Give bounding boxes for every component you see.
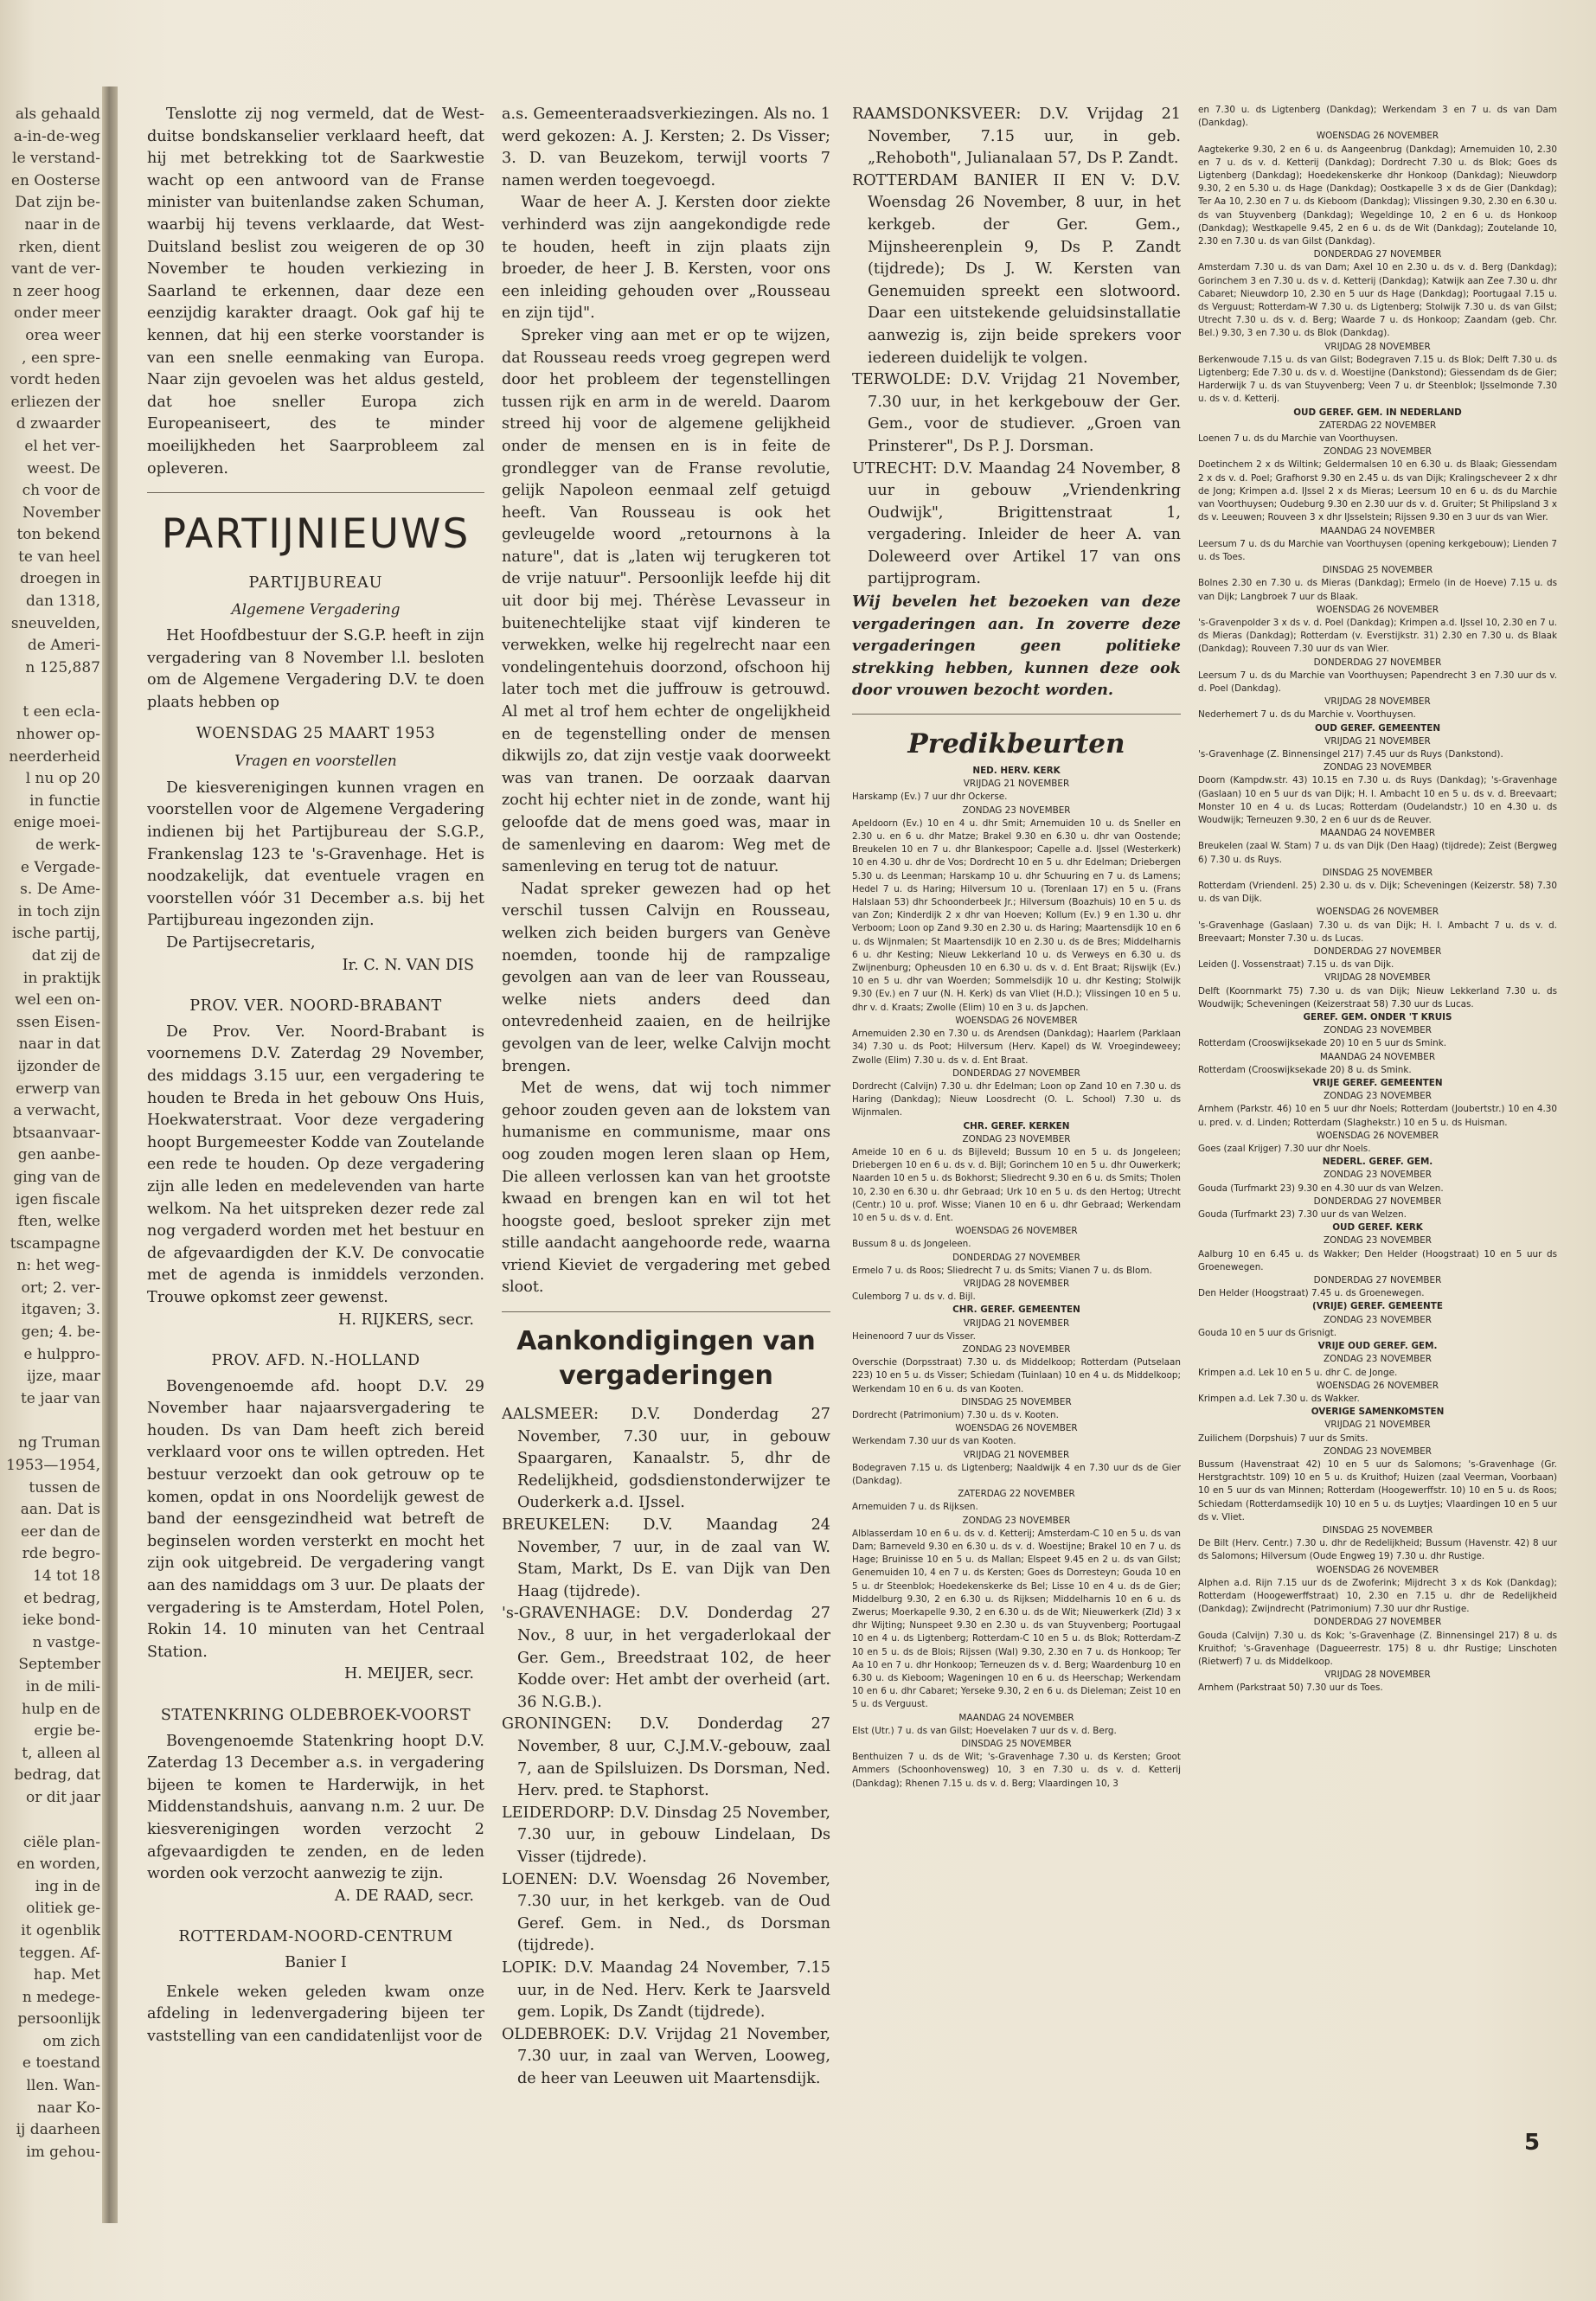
service-entry: Aagtekerke 9.30, 2 en 6 u. ds Aangeenbrug (Dankdag); Arnemuiden 10, 2.30 en 7 u. ds v. d. Ketterij (Dankdag); Dordrecht 7.30 u. ds Blok; Goes ds Ligtenberg (Dankdag); Hoedekenskerke dhr Honkoop (Dankdag); Nieuwdorp 9.30, 2 en 5.30 u. ds Hage (Dankdag); Oostkapelle 3 x ds de Gier (Dankdag); Ter Aa 10, 2.30 en 7 u. ds Kieboom (Dankdag); Vlissingen 9.30, 2.30 en 6.30 u. ds van Stuyvenberg (Dankdag); Wegeldinge 10, 2 en 6 u. ds Honkoop (Dankdag); Westkapelle 9.45, 2 en 6 u. ds de Wit (Dankdag); Zoutelande 10, 2.30 en 7.30 u. ds van Gilst (Dankdag).	[1198, 144, 1557, 247]
date-heading: MAANDAG 24 NOVEMBER	[1319, 1051, 1436, 1062]
service-entry: Arnemuiden 7 u. ds Rijksen.	[852, 1502, 978, 1513]
fragment-line: el het ver-	[24, 437, 100, 455]
divider	[852, 714, 1181, 715]
fragment-line: sneuvelden,	[10, 614, 100, 632]
service-entry: Krimpen a.d. Lek 10 en 5 u. dhr C. de Jonge.	[1198, 1367, 1398, 1378]
fragment-line: le verstand-	[12, 150, 100, 168]
fragment-line: nhower op-	[16, 726, 100, 744]
date-heading: DONDERDAG 27 NOVEMBER	[1313, 1195, 1442, 1207]
fragment-line: ton bekend	[16, 526, 100, 544]
church-heading: OVERIGE SAMENKOMSTEN	[1311, 1407, 1445, 1418]
rotterdam-noord-title: ROTTERDAM-NOORD-CENTRUM	[178, 1928, 453, 1946]
fragment-line: e Vergade-	[20, 858, 100, 876]
date-heading: ZONDAG 23 NOVEMBER	[1323, 1091, 1432, 1102]
fragment-line: olitiek ge-	[26, 1900, 100, 1918]
fragment-line: n medege-	[22, 1988, 100, 2006]
announcement-entry: 's-GRAVENHAGE: D.V. Donderdag 27 Nov., 8 uur, in het vergaderlokaal der Ger. Gem., Breedstraat 102, de heer Kodde over: Het ambt der overheid (art. 36 N.G.B.).	[502, 1605, 830, 1711]
service-entry: Rotterdam (Crooswijksekade 20) 8 u. ds Smink.	[1198, 1064, 1412, 1075]
fragment-line: hulp en de	[22, 1700, 100, 1718]
date-heading: VRIJDAG 21 NOVEMBER	[963, 779, 1070, 790]
service-entry: Gouda (Turfmarkt 23) 7.30 uur ds van Welzen.	[1198, 1209, 1407, 1221]
service-entry: 's-Gravenhage (Z. Binnensingel 217) 7.45 uur ds Ruys (Dankstond).	[1198, 748, 1503, 760]
fragment-line: im gehou-	[26, 2143, 100, 2161]
service-entry: Heinenoord 7 uur ds Visser.	[852, 1330, 976, 1342]
recommendation-note: Wij bevelen het bezoeken van deze vergaderingen aan. In zoverre deze vergaderingen geen politieke strekking hebben, kunnen deze ook door vrouwen bezocht worden.	[852, 593, 1181, 700]
article-paragraph-1: a.s. Gemeenteraadsverkiezingen. Als no. 1 werd gekozen: A. J. Kersten; 2. Ds Visser; 3. D. van Beuzekom, terwijl voorts 7 namen werden toegevoegd.	[502, 106, 830, 189]
church-heading: (VRIJE) GEREF. GEMEENTE	[1312, 1301, 1443, 1312]
service-entry: Breukelen (zaal W. Stam) 7 u. ds van Dijk (Den Haag) (tijdrede); Zeist (Bergweg 6) 7.30 u. ds Ruys.	[1198, 841, 1557, 865]
left-fragment-column	[3, 104, 100, 2163]
fragment-line: e toestand	[22, 2054, 100, 2073]
fragment-line: ijze, maar	[26, 1368, 100, 1386]
date-heading: ZONDAG 23 NOVEMBER	[1323, 1354, 1432, 1365]
service-entry: Bodegraven 7.15 u. ds Ligtenberg; Naaldwijk 4 en 7.30 uur ds de Gier (Dankdag).	[852, 1462, 1181, 1486]
date-heading: MAANDAG 24 NOVEMBER	[1319, 525, 1436, 536]
date-heading: WOENSDAG 26 NOVEMBER	[955, 1423, 1078, 1434]
service-entry: Zuilichem (Dorpshuis) 7 uur ds Smits.	[1198, 1433, 1368, 1444]
date-heading: DONDERDAG 27 NOVEMBER	[952, 1252, 1080, 1263]
announcement-entry: ROTTERDAM BANIER II EN V: D.V. Woensdag 26 November, 8 uur, in het kerkgeb. der Ger. Gem., Mijnsheerenplein 9, Ds P. Zandt (tijdrede); Ds J. W. Kersten van Genemuiden spreekt een slotwoord. Daar een uitstekende geluidsinstallatie aanwezig is, zijn beide sprekers voor iedereen duidelijk te volgen.	[852, 171, 1181, 367]
date-heading: ZONDAG 23 NOVEMBER	[1323, 1170, 1432, 1181]
service-entry: Berkenwoude 7.15 u. ds van Gilst; Bodegraven 7.15 u. ds Blok; Delft 7.30 u. ds Ligtenberg; Ede 7.30 u. ds v. d. Woestijne (Dankstond); Giessendam ds de Gier; Harderwijk 7 u. ds van Stuyvenberg; Veen 7 u. dr Steenblok; IJsselmonde 7.30 u. ds v. d. Ketterij.	[1198, 354, 1557, 405]
fragment-line: te jaar van	[20, 1389, 100, 1407]
service-entry: Ameide 10 en 6 u. ds Bijleveld; Bussum 10 en 5 u. ds Jongeleen; Driebergen 10 en 6 u. ds v. d. Bijl; Gorinchem 10 en 5 u. dhr Ouwerkerk; Naarden 10 en 5 u. ds Bokhorst; Sliedrecht 9.30 en 6 u. ds Smits; Tholen 10, 2.30 en 6.30 u. dhr Gebraad; Urk 10 en 5 u. ds den Hertog; Utrecht (Centr.) 10 u. prof. Wisse; Vianen 10 en 6 u. dhr Gebraad; Werkendam 10 en 5 u. ds v. d. Ent.	[852, 1146, 1181, 1223]
fragment-line: de werk-	[35, 836, 100, 854]
date-heading: ZONDAG 23 NOVEMBER	[1323, 446, 1432, 458]
service-entry: Dordrecht (Patrimonium) 7.30 u. ds v. Kooten.	[852, 1409, 1059, 1420]
service-entry: Krimpen a.d. Lek 7.30 u. ds Wakker.	[1198, 1393, 1360, 1404]
church-heading: OUD GEREF. GEMEENTEN	[1314, 722, 1441, 734]
service-entry: Leersum 7 u. ds du Marchie van Voorthuysen; Papendrecht 3 en 7.30 uur ds v. d. Poel (Dankdag).	[1198, 670, 1557, 694]
fragment-line: onder meer	[13, 304, 100, 323]
fragment-gap	[3, 1810, 100, 1832]
date-heading: WOENSDAG 26 NOVEMBER	[1316, 604, 1439, 615]
fragment-line: naar in dat	[18, 1035, 100, 1054]
fragment-line: ing in de	[35, 1877, 100, 1895]
service-entry: Aalburg 10 en 6.45 u. ds Wakker; Den Helder (Hoogstraat) 10 en 5 uur ds Groenewegen.	[1198, 1248, 1557, 1272]
service-entry: Alphen a.d. Rijn 7.15 uur ds de Zwoferink; Mijdrecht 3 x ds Kok (Dankdag); Rotterdam (Hoogewerffstraat) 10, 2.30 en 7.15 u. dhr de Redelijkheid (Dankdag); Zwijndrecht (Patrimonium) 7.30 uur dhr Rustige.	[1198, 1577, 1557, 1615]
fragment-line: droegen in	[20, 570, 100, 588]
fragment-line: s. De Ame-	[20, 881, 100, 899]
date-heading: ZATERDAG 22 NOVEMBER	[1318, 420, 1437, 431]
fragment-line: ort; 2. ver-	[21, 1279, 100, 1297]
announcement-entry: TERWOLDE: D.V. Vrijdag 21 November, 7.30 uur, in het kerkgebouw der Ger. Gem., voor de studiever. „Groen van Prinsterer", Ds P. J. Dorsman.	[852, 371, 1181, 455]
page-fold-shadow	[102, 87, 118, 2223]
secretary-signature: Ir. C. N. VAN DIS	[342, 956, 474, 974]
service-entry: 's-Gravenhage (Gaslaan) 7.30 u. ds van Dijk; H. I. Ambacht 7 u. ds v. d. Breevaart; Monster 7.30 u. ds Lucas.	[1198, 920, 1557, 944]
fragment-line: om zich	[42, 2032, 100, 2050]
fragment-line: et bedrag,	[23, 1589, 100, 1607]
fragment-line: vant de ver-	[11, 260, 100, 279]
service-entry: Rotterdam (Vriendenl. 25) 2.30 u. ds v. Dijk; Scheveningen (Keizerstr. 58) 7.30 u. ds van Dijk.	[1198, 880, 1557, 905]
fragment-line: aan. Dat is	[20, 1501, 100, 1519]
rotterdam-noord-subtitle: Banier I	[285, 1953, 347, 1971]
date-heading: ZONDAG 23 NOVEMBER	[1323, 1445, 1432, 1457]
fragment-line: llen. Wan-	[26, 2077, 100, 2095]
date-heading: DINSDAG 25 NOVEMBER	[1322, 565, 1433, 576]
service-entry: De Bilt (Herv. Centr.) 7.30 u. dhr de Redelijkheid; Bussum (Havenstr. 42) 8 uur ds Salomons; Hilversum (Oude Engweg 19) 7.30 u. dhr Rustige.	[1198, 1538, 1557, 1562]
fragment-line: dat zij de	[31, 946, 100, 965]
date-heading: DONDERDAG 27 NOVEMBER	[952, 1067, 1080, 1079]
date-heading: DONDERDAG 27 NOVEMBER	[1313, 1617, 1442, 1628]
church-heading: VRIJE GEREF. GEMEENTEN	[1312, 1078, 1443, 1089]
date-heading: DONDERDAG 27 NOVEMBER	[1313, 249, 1442, 260]
date-heading: ZONDAG 23 NOVEMBER	[962, 1343, 1071, 1355]
fragment-line: als gehaald	[15, 106, 100, 123]
service-entry: Apeldoorn (Ev.) 10 en 4 u. dhr Smit; Arnemuiden 10 u. ds Sneller en 2.30 u. en 6 u. dhr Matze; Brakel 9.30 en 6.30 u. dhr van Oostende; Breukelen 10 en 7 u. dhr Blankespoor; Capelle a.d. IJssel (Westerkerk) 10 en 4.30 u. dhr de Vos; Dordrecht 10 en 5 u. dhr Edelman; Driebergen 5.30 u. ds Leenman; Harskamp 10 u. dhr Schuuring en 7 u. ds Lamens; Hedel 7 u. ds Haring; Hilversum 10 u. (Torenlaan 17) en 5 u. (Frans Halslaan 53) dhr Schoonderbeek Jr.; Hilversum (Boazhuis) 10 en 5 u. ds van Zon; Kinderdijk 2 x dhr van Hoeven; Kollum (Ev.) 9 en 1.30 u. dhr Verboom; Loon op Zand 9.30 en 2.30 u. ds Haring; Maartensdijk 10 en 6 u. ds Wijnmalen; St Maartensdijk 10 en 2.30 u. ds de Bres; Middelharnis 6 u. dhr Kesting; Nieuw Lekkerland 10 u. ds Verweys en 6.30 u. ds Zwijnenburg; Opheusden 10 en 6.30 u. ds v. d. Ent Braat; Rijswijk (Ev.) 10 en 5 u. dhr van Woerden; Sommelsdijk 10 u. dhr Kesting; Stolwijk 9.30 (Ev.) en 7 uur (N. H. Kerk) ds van Vliet (H.D.); Vlissingen 10 en 5 u. dhr v. d. Kraats; Zwolle (Elim) 10 en 3 u. ds Japchen.	[852, 817, 1181, 1013]
date-heading: WOENSDAG 26 NOVEMBER	[1316, 1380, 1439, 1391]
column-3	[852, 104, 1181, 1791]
noord-brabant-text: De Prov. Ver. Noord-Brabant is voornemens D.V. Zaterdag 29 November, des middags 3.15 uur, een vergadering te houden te Breda in het gebouw Ons Huis, Hoekwaterstraat. Voor deze vergadering hoopt Burgemeester Kodde van Zoutelande een rede te houden. Op deze vergadering zijn alle leden en medelevenden van harte welkom. Na het uitspreken dezer rede zal nog vergaderd worden met het bestuur en de afgevaardigden der K.V. De convocatie met de agenda is inmiddels verzonden. Trouwe opkomst zeer gewenst.	[147, 1022, 484, 1306]
fragment-line: ieke bond-	[22, 1612, 100, 1630]
service-entry: Harskamp (Ev.) 7 uur dhr Ockerse.	[852, 792, 1008, 803]
date-heading: ZONDAG 23 NOVEMBER	[962, 1515, 1071, 1526]
partijbureau-subtitle: Algemene Vergadering	[231, 599, 401, 618]
fragment-line: ging van de	[13, 1168, 100, 1186]
service-entry: Culemborg 7 u. ds v. d. Bijl.	[852, 1292, 976, 1303]
fragment-line: ssen Eisen-	[16, 1013, 100, 1031]
fragment-line: ijzonder de	[16, 1057, 100, 1075]
fragment-line: naar in de	[24, 215, 100, 234]
announcement-entry: RAAMSDONKSVEER: D.V. Vrijdag 21 November, 7.15 uur, in geb. „Rehoboth", Julianalaan 57, Ds P. Zandt.	[852, 106, 1181, 168]
fragment-line: in toch zijn	[17, 902, 100, 920]
service-entry: Dordrecht (Calvijn) 7.30 u. dhr Edelman; Loon op Zand 10 en 7.30 u. ds Haring (Dankdag); Nieuw Loosdrecht (O. L. School) 7.30 u. ds Wijnmalen.	[852, 1080, 1181, 1118]
date-heading: ZONDAG 23 NOVEMBER	[1323, 762, 1432, 773]
fragment-line: tscampagne	[10, 1234, 100, 1253]
fragment-line: a verwacht,	[13, 1102, 100, 1120]
date-heading: DINSDAG 25 NOVEMBER	[961, 1739, 1072, 1750]
divider	[502, 1311, 830, 1312]
service-entry: Leiden (J. Vossenstraat) 7.15 u. ds van Dijk.	[1198, 959, 1394, 971]
date-heading: ZONDAG 23 NOVEMBER	[1323, 1025, 1432, 1036]
fragment-line: n zeer hoog	[12, 282, 100, 300]
date-heading: ZONDAG 23 NOVEMBER	[1323, 1314, 1432, 1325]
fragment-gap	[3, 1410, 100, 1433]
service-entry: Bussum 8 u. ds Jongeleen.	[852, 1239, 971, 1250]
service-entry: Overschie (Dorpsstraat) 7.30 u. ds Middelkoop; Rotterdam (Putselaan 223) 10 en 5 u. ds Visser; Schiedam (Tuinlaan) 10 en 4 u. ds Middelkoop; Werkendam 10 en 6 u. ds van Kooten.	[852, 1357, 1181, 1394]
column-4	[1198, 104, 1557, 1695]
article-paragraph-2: Waar de heer A. J. Kersten door ziekte verhinderd was zijn aangekondigde rede te houden, heeft in zijn plaats zijn broeder, de heer J. B. Kersten, voor ons een inleiding gehouden over „Rousseau en zijn tijd".	[502, 194, 830, 323]
date-heading: DONDERDAG 27 NOVEMBER	[1313, 946, 1442, 957]
partijnieuws-title: PARTIJNIEUWS	[161, 510, 471, 559]
aankondigingen-title: Aankondigingen van vergaderingen	[516, 1326, 816, 1392]
fragment-line: ij daarheen	[16, 2121, 100, 2139]
fragment-line: November	[22, 503, 100, 522]
announcement-entry: BREUKELEN: D.V. Maandag 24 November, 7 uur, in de zaal van W. Stam, Markt, Ds E. van Dijk van Den Haag (tijdrede).	[502, 1516, 830, 1600]
fragment-line: gen aanbe-	[17, 1146, 100, 1164]
service-entry: Doorn (Kampdw.str. 43) 10.15 en 7.30 u. ds Ruys (Dankdag); 's-Gravenhage (Gaslaan) 10 en 5 uur ds van Dijk; H. I. Ambacht 10 en 5 u. ds v. d. Breevaart; Monster 10 en 4 u. ds Lucas; Rotterdam (Oudelandstr.) 10 en 4.30 u. ds Woudwijk; Terneuzen 9.30, 2 en 6 uur ds de Reuver.	[1198, 775, 1557, 825]
church-services-list-continued	[1198, 104, 1557, 1695]
service-entry: Loenen 7 u. ds du Marchie van Voorthuysen.	[1198, 433, 1399, 445]
fragment-line: enige moei-	[13, 814, 100, 832]
service-entry: Bolnes 2.30 en 7.30 u. ds Mieras (Dankdag); Ermelo (in de Hoeve) 7.15 u. ds van Dijk; Langbroek 7 uur ds Blaak.	[1198, 578, 1557, 602]
date-heading: VRIJDAG 21 NOVEMBER	[1324, 1420, 1431, 1431]
service-entry: Gouda (Turfmarkt 23) 9.30 en 4.30 uur ds van Welzen.	[1198, 1183, 1444, 1194]
fragment-line: orea weer	[25, 326, 100, 344]
partijbureau-date: WOENSDAG 25 MAART 1953	[195, 724, 436, 742]
service-entry: Gouda 10 en 5 uur ds Grisnigt.	[1198, 1327, 1337, 1338]
date-heading: ZONDAG 23 NOVEMBER	[962, 1133, 1071, 1144]
fragment-line: n vastge-	[32, 1633, 100, 1651]
fragment-line: rde begro-	[22, 1545, 100, 1563]
article-paragraph-3: Spreker ving aan met er op te wijzen, dat Rousseau reeds vroeg gegrepen werd door het probleem der tegenstellingen tussen rijk en arm in de wereld. Daarom streed hij voor de algemene gelijkheid onder de mensen en is in feite de grondlegger van de Franse revolutie, gelijk Napoleon eenmaal zelf getuigd heeft. Van Rousseau is ook het gevleugelde woord „retournons à la nature", dat is „laten wij terugkeren tot de vrije natuur". Persoonlijk leefde hij dit uit door bij mej. Thérèse Levasseur in buitenechtelijke staat vijf kinderen te verwekken, welke hij regelrecht naar een vondelingentehuis doorzond, ofschoon hij later toch met die juffrouw is getrouwd. Al met al trof hem echter de ongelijkheid en de tegenstelling onder de mensen dikwijls zo, dat zijn vestje vaak doorweekt was van tranen. De oorzaak daarvan zocht hij echter niet in de zonde, want hij geloofde dat de mens goed was, maar in de samenleving en daarom: Weg met de samenleving en terug tot de natuur.	[502, 326, 830, 876]
fragment-line: rken, dient	[18, 238, 100, 256]
church-heading: OUD GEREF. GEM. IN NEDERLAND	[1293, 407, 1462, 418]
fragment-line: ften, welke	[17, 1213, 100, 1231]
service-entry: Doetinchem 2 x ds Wiltink; Geldermalsen 10 en 6.30 u. ds Blaak; Giessendam 2 x ds v. d. Poel; Grafhorst 9.30 en 2.45 u. ds van Dijk; Kralingscheveer 2 x dhr de Jong; Krimpen a.d. IJssel 2 x ds Mieras; Leersum 10 en 6 u. ds du Marchie van Voorthuysen; Oudeburg 9.30 en 2.30 uur ds v. d. Gruiter; St Philipsland 3 x ds v. Leeuwen; Rouveen 3 x dhr IJsselstein; Rijssen 9.30 en 3 uur ds van Wier.	[1198, 459, 1557, 523]
fragment-line: wel een on-	[15, 991, 100, 1009]
date-heading: ZONDAG 23 NOVEMBER	[1323, 1235, 1432, 1247]
fragment-line: ische partij,	[11, 925, 100, 943]
partijbureau-paragraph-2: De kiesverenigingen kunnen vragen en voorstellen voor de Algemene Vergadering indienen bij het Partijbureau der S.G.P., Frankenslag 123 te 's-Gravenhage. Het is noodzakelijk, dat eventuele vragen en voorstellen vóór 31 December a.s. bij het Partijbureau ingezonden zijn.	[147, 779, 484, 930]
fragment-line: ergie be-	[34, 1722, 100, 1740]
service-entry: Goes (zaal Krijger) 7.30 uur dhr Noels.	[1198, 1144, 1371, 1155]
church-heading: GEREF. GEM. ONDER 'T KRUIS	[1303, 1012, 1452, 1023]
fragment-line: te van heel	[18, 548, 100, 566]
date-heading: VRIJDAG 28 NOVEMBER	[1324, 696, 1431, 708]
service-entry: Arnemuiden 2.30 en 7.30 u. ds Arendsen (Dankdag); Haarlem (Parklaan 34) 7.30 u. ds Poot; Hilversum (Herv. Kapel) ds W. Vroegindeweey; Zwolle (Elim) 7.30 u. ds v. d. Ent Braat.	[852, 1029, 1181, 1066]
fragment-line: de Ameri-	[27, 637, 100, 655]
fragment-line: igen fiscale	[16, 1190, 100, 1208]
church-heading: OUD GEREF. KERK	[1332, 1222, 1423, 1234]
fragment-line: eer dan de	[21, 1522, 100, 1541]
date-heading: DONDERDAG 27 NOVEMBER	[1313, 657, 1442, 668]
announcement-list-continued	[852, 104, 1181, 591]
announcement-entry: LOENEN: D.V. Woensdag 26 November, 7.30 uur, in het kerkgeb. van de Oud Geref. Gem. in Ned., ds Dorsman (tijdrede).	[502, 1870, 830, 1955]
date-heading: WOENSDAG 26 NOVEMBER	[1316, 131, 1439, 142]
fragment-gap	[3, 679, 100, 702]
fragment-line: l nu op 20	[25, 770, 100, 788]
fragment-line: tussen de	[29, 1478, 100, 1497]
fragment-line: t een ecla-	[22, 703, 100, 721]
date-heading: WOENSDAG 26 NOVEMBER	[955, 1226, 1078, 1237]
article-paragraph-4: Nadat spreker gewezen had op het verschil tussen Calvijn en Rousseau, welken zich beiden burgers van Genève noemden, toonde hij de rampzalige gevolgen aan van de leer van Rousseau, welke niets anders deed dan ontevredenheid zaaien, en de heilrijke gevolgen van de leer, welke Calvijn mocht brengen.	[502, 880, 830, 1075]
church-heading: NED. HERV. KERK	[972, 766, 1061, 777]
service-entry: Arnhem (Parkstr. 46) 10 en 5 uur dhr Noels; Rotterdam (Joubertstr.) 10 en 4.30 u. pred. v. d. Linden; Rotterdam (Slaghekstr.) 10 en 5 u. ds Huisman.	[1198, 1104, 1557, 1128]
fragment-line: in functie	[29, 792, 100, 810]
divider	[147, 492, 484, 493]
fragment-line: en worden,	[16, 1856, 100, 1874]
service-entry: Werkendam 7.30 uur ds van Kooten.	[852, 1436, 1016, 1447]
date-heading: DINSDAG 25 NOVEMBER	[961, 1396, 1072, 1407]
intro-paragraph: Tenslotte zij nog vermeld, dat de West-duitse bondskanselier verklaard heeft, dat hij met betrekking tot de Saarkwestie wacht op een antwoord van de Franse minister van buitenlandse zaken Schuman, waarbij hij tevens verklaarde, dat West-Duitsland beslist zou weigeren de op 30 November te houden verkiezing in Saarland te erkennen, daar deze een eenzijdig karakter draagt. Ook gaf hij te kennen, dat hij een sterke voorstander is van een snelle eenmaking van Europa. Naar zijn gevoelen was het aldus gesteld, dat hoe sneller Europa zich Europeaniseert, des te minder moeilijkheden het Saarprobleem zal opleveren.	[147, 106, 484, 478]
fragment-line: in de mili-	[25, 1677, 100, 1695]
partijbureau-paragraph-1: Het Hoofdbestuur der S.G.P. heeft in zijn vergadering van 8 November l.l. besloten om de Algemene Vergadering D.V. te doen plaats hebben op	[147, 627, 484, 712]
fragment-line: dan 1318,	[25, 593, 100, 611]
fragment-line: 14 tot 18	[33, 1567, 100, 1585]
fragment-line: n 125,887	[25, 658, 100, 676]
oldebroek-signature: A. DE RAAD, secr.	[334, 1887, 474, 1905]
rotterdam-noord-text: Enkele weken geleden kwam onze afdeling in ledenvergadering bijeen ter vaststelling van een candidatenlijst voor de	[147, 1983, 484, 2045]
fragment-line: n: het weg-	[16, 1257, 100, 1275]
fragment-line: teggen. Af-	[19, 1944, 100, 1962]
church-heading: CHR. GEREF. KERKEN	[963, 1120, 1070, 1131]
noord-holland-text: Bovengenoemde afd. hoopt D.V. 29 November haar najaarsvergadering te houden. Ds van Dam heeft zich bereid verklaard voor ons te willen optreden. Het bestuur verzoekt dan ook getrouw op te komen, opdat in ons Noordelijk gewest de band der eensgezindheid wat betreft de beginselen worden versterkt en mocht het zijn ook uitgebreid. De vergadering vangt aan des namiddags om 3 uur. De plaats der vergadering is te Amsterdam, Hotel Polen, Rokin 14. 10 minuten van het Centraal Station.	[147, 1377, 484, 1661]
announcement-entry: LEIDERDORP: D.V. Dinsdag 25 November, 7.30 uur, in gebouw Lindelaan, Ds Visser (tijdrede).	[502, 1804, 830, 1866]
fragment-line: en Oosterse	[10, 171, 100, 189]
date-heading: DINSDAG 25 NOVEMBER	[1322, 867, 1433, 878]
service-entry: Delft (Koornmarkt 75) 7.30 u. ds van Dijk; Nieuw Lekkerland 7.30 u. ds Woudwijk; Scheveningen (Keizerstraat 58) 7.30 uur ds Lucas.	[1198, 985, 1557, 1009]
service-entry: Alblasserdam 10 en 6 u. ds v. d. Ketterij; Amsterdam-C 10 en 5 u. ds van Dam; Barneveld 9.30 en 6.30 u. ds v. d. Woestijne; Brakel 10 en 7 u. ds Hage; Bruinisse 10 en 5 u. ds Mallan; Elspeet 9.45 en 2 u. ds van Gilst; Genemuiden 10, 4 en 7 u. ds Kersten; Goes ds Dorresteyn; Gouda 10 en 5 u. dr Steenblok; Hoedekenskerke ds Bel; Lisse 10 en 4 u. ds de Gier; Middelburg 9.30, 2 en 6.30 u. ds Rijksen; Middelharnis 10 en 6 u. ds Zwerus; Moerkapelle 9.30, 2 en 6.30 u. ds de Wit; Nieuwerkerk (Zld) 3 x dhr Wijting; Nunspeet 9.30 en 2.30 u. ds van Stuyvenberg; Poortugaal 10 en 4 u. ds Ligtenberg; Rotterdam-C 10 en 5 u. ds Blok; Rotterdam-Z 10 en 5 u. ds de Blois; Rijssen (Wal) 9.30, 2.30 en 7 u. ds Honkoop; Ter Aa 10 en 7 u. dhr Honkoop; Terneuzen ds v. d. Berg; Waardenburg 10 en 6.30 u. ds Kieboom; Wageningen 10 en 6 u. ds Heerschap; Werkendam 10 en 6 u. dhr Cabaret; Yerseke 9.30, 2 en 6 u. ds Dieleman; Zeist 10 en 5 u. ds Verguust.	[852, 1528, 1181, 1710]
oldebroek-title: STATENKRING OLDEBROEK-VOORST	[160, 1707, 471, 1724]
oldebroek-text: Bovengenoemde Statenkring hoopt D.V. Zaterdag 13 December a.s. in vergadering bijeen te komen te Harderwijk, in het Middenstandshuis, aanvang n.m. 2 uur. De kiesverenigingen worden verzocht 2 afgevaardigden te zenden, en de leden worden ook verzocht aanwezig te zijn.	[147, 1732, 484, 1883]
vragen-subtitle: Vragen en voorstellen	[234, 752, 397, 770]
service-entry: Rotterdam (Crooswijksekade 20) 10 en 5 uur ds Smink.	[1198, 1038, 1447, 1049]
service-entry: Nederhemert 7 u. ds du Marchie v. Voorthuysen.	[1198, 709, 1416, 721]
date-heading: WOENSDAG 26 NOVEMBER	[1316, 907, 1439, 918]
service-entry: Benthuizen 7 u. ds de Wit; 's-Gravenhage 7.30 u. ds Kersten; Groot Ammers (Schoonhovensweg) 10, 3 en 7.30 u. ds v. d. Ketterij (Dankdag); Rhenen 7.15 u. ds v. d. Berg; Vlaardingen 10, 3	[852, 1752, 1181, 1789]
fragment-line: in praktijk	[22, 969, 100, 987]
fragment-line: hap. Met	[33, 1966, 100, 1984]
announcement-entry: LOPIK: D.V. Maandag 24 November, 7.15 uur, in de Ned. Herv. Kerk te Jaarsveld gem. Lopik, Ds Zandt (tijdrede).	[502, 1958, 830, 2022]
date-heading: ZATERDAG 22 NOVEMBER	[958, 1489, 1075, 1500]
date-heading: MAANDAG 24 NOVEMBER	[1319, 828, 1436, 839]
service-entry: en 7.30 u. ds Ligtenberg (Dankdag); Werkendam 3 en 7 u. ds van Dam (Dankdag).	[1198, 105, 1557, 129]
fragment-line: neerderheid	[9, 747, 100, 766]
predikbeurten-title: Predikbeurten	[907, 728, 1125, 760]
date-heading: WOENSDAG 26 NOVEMBER	[955, 1015, 1078, 1026]
date-heading: DINSDAG 25 NOVEMBER	[1322, 1524, 1433, 1535]
church-heading: CHR. GEREF. GEMEENTEN	[952, 1304, 1080, 1316]
fragment-line: ciële plan-	[22, 1833, 100, 1851]
page-number: 5	[1524, 2130, 1541, 2156]
noord-brabant-title: PROV. VER. NOORD-BRABANT	[189, 997, 442, 1016]
service-entry: Den Helder (Hoogstraat) 7.45 u. ds Groenewegen.	[1198, 1288, 1425, 1299]
announcement-entry: UTRECHT: D.V. Maandag 24 November, 8 uur in gebouw „Vriendenkring Oudwijk", Brigittenstraat 1, vergadering. Inleider de heer A. van Doleweerd over Artikel 17 van ons partijprogram.	[852, 459, 1181, 588]
fragment-line: erwerp van	[16, 1080, 100, 1098]
date-heading: MAANDAG 24 NOVEMBER	[958, 1712, 1074, 1723]
date-heading: DONDERDAG 27 NOVEMBER	[1313, 1275, 1442, 1286]
service-entry: Amsterdam 7.30 u. ds van Dam; Axel 10 en 2.30 u. ds v. d. Berg (Dankdag); Gorinchem 3 en 7.30 u. ds v. d. Ketterij (Dankdag); Katwijk aan Zee 7.30 u. dhr Cabaret; Nieuwdorp 10, 2.30 en 5 uur ds Hage (Dankdag); Poortugaal 7.15 u. ds Verguust; Rotterdam-W 7.30 u. ds Ligtenberg; Stolwijk 7.30 u. ds van Gilst; Utrecht 7.30 u. ds v. d. Berg; Waarde 7 u. ds Honkoop; Zaandam (geb. Chr. Bel.) 9.30, 3 en 7.30 u. ds Blok (Dankdag).	[1198, 262, 1557, 339]
date-heading: VRIJDAG 21 NOVEMBER	[963, 1449, 1070, 1460]
church-services-list	[852, 765, 1181, 1791]
noord-brabant-signature: H. RIJKERS, secr.	[338, 1311, 474, 1329]
fragment-line: Dat zijn be-	[15, 194, 100, 212]
fragment-line: September	[18, 1656, 100, 1674]
date-heading: VRIJDAG 28 NOVEMBER	[963, 1278, 1070, 1289]
fragment-line: ng Truman	[18, 1434, 100, 1452]
fragment-line: or dit jaar	[26, 1788, 100, 1806]
announcement-entry: GRONINGEN: D.V. Donderdag 27 November, 8 uur, C.J.M.V.-gebouw, zaal 7, aan de Spilsluizen. Ds Dorsman, Ned. Herv. pred. te Staphorst.	[502, 1715, 830, 1800]
service-entry: Bussum (Havenstraat 42) 10 en 5 uur ds Salomons; 's-Gravenhage (Gr. Herstgrachtstr. 109) 10 en 5 u. ds Kruithof; Huizen (zaal Veerman, Voorbaan) 10 en 5 uur ds van Minnen; Rotterdam (Hoogewerffstr. 10) 10 en 5 u. ds Roos; Schiedam (Rotterdamsedijk 10) 10 en 5 u. ds Luytjes; Vlaardingen 10 en 5 uur ds v. Vliet.	[1198, 1458, 1557, 1522]
fragment-line: itgaven; 3.	[21, 1301, 100, 1319]
fragment-line: , een spre-	[22, 349, 100, 367]
fragment-line: 1953—1954,	[6, 1457, 100, 1475]
service-entry: Ermelo 7 u. ds Roos; Sliedrecht 7 u. ds Smits; Vianen 7 u. ds Blom.	[852, 1265, 1152, 1276]
service-entry: Arnhem (Parkstraat 50) 7.30 uur ds Toes.	[1198, 1682, 1383, 1694]
date-heading: VRIJDAG 28 NOVEMBER	[1324, 341, 1431, 352]
secretary-label: De Partijsecretaris,	[166, 934, 316, 952]
church-heading: NEDERL. GEREF. GEM.	[1322, 1157, 1433, 1168]
fragment-line: ch voor de	[22, 482, 100, 500]
fragment-line: erliezen der	[10, 393, 100, 411]
fragment-line: vordt heden	[10, 371, 100, 389]
date-heading: WOENSDAG 26 NOVEMBER	[1316, 1130, 1439, 1141]
date-heading: VRIJDAG 28 NOVEMBER	[1324, 972, 1431, 984]
announcement-entry: OLDEBROEK: D.V. Vrijdag 21 November, 7.30 uur, in zaal van Werven, Looweg, de heer van Leeuwen uit Maartensdijk.	[502, 2025, 830, 2087]
date-heading: VRIJDAG 21 NOVEMBER	[1324, 735, 1431, 747]
fragment-line: t, alleen al	[22, 1744, 100, 1762]
fragment-line: gen; 4. be-	[21, 1324, 100, 1342]
fragment-line: btsaanvaar-	[12, 1124, 100, 1142]
fragment-line: e hulppro-	[23, 1345, 100, 1363]
fragment-line: bedrag, dat	[14, 1766, 100, 1785]
fragment-line: weest. De	[27, 459, 100, 478]
date-heading: VRIJDAG 21 NOVEMBER	[963, 1317, 1070, 1329]
church-heading: VRIJE OUD GEREF. GEM.	[1317, 1341, 1438, 1352]
partijbureau-title: PARTIJBUREAU	[248, 574, 383, 593]
fragment-line: naar Ko-	[37, 2099, 100, 2117]
fragment-line: a-in-de-weg	[13, 127, 100, 145]
date-heading: VRIJDAG 28 NOVEMBER	[1324, 1670, 1431, 1681]
announcement-list	[502, 1404, 830, 2090]
service-entry: 's-Gravenpolder 3 x ds v. d. Poel (Dankdag); Krimpen a.d. IJssel 10, 2.30 en 7 u. ds Mieras (Dankdag); Rotterdam (v. Everstijkstr. 31) 2.30 en 7.30 u. ds Blaak (Dankdag); Rouveen 7.30 uur ds van Wier.	[1198, 617, 1557, 655]
fragment-line: it ogenblik	[21, 1921, 100, 1939]
noord-holland-title: PROV. AFD. N.-HOLLAND	[211, 1352, 420, 1370]
article-paragraph-5: Met de wens, dat wij toch nimmer gehoor zouden geven aan de lokstem van humanisme en communisme, maar ons oog zouden mogen leren slaan op Hem, Die alleen verlossen kan van het grootste kwaad en brengen kan en wil tot het hoogste goed, besloot spreker zijn met stille aandacht aangehoorde rede, waarna vriend Kieviet de vergadering met gebed sloot.	[502, 1080, 830, 1297]
column-1	[147, 104, 484, 2048]
noord-holland-signature: H. MEIJER, secr.	[343, 1665, 474, 1683]
service-entry: Leersum 7 u. ds du Marchie van Voorthuysen (opening kerkgebouw); Lienden 7 u. ds Toes.	[1198, 538, 1557, 562]
service-entry: Elst (Utr.) 7 u. ds van Gilst; Hoevelaken 7 uur ds v. d. Berg.	[852, 1725, 1117, 1736]
column-2	[502, 104, 830, 2090]
announcement-entry: AALSMEER: D.V. Donderdag 27 November, 7.30 uur, in gebouw Spaargaren, Kanaalstr. 5, dhr de Redelijkheid, godsdienstonderwijzer te Ouderkerk a.d. IJssel.	[502, 1406, 830, 1512]
fragment-line: d zwaarder	[16, 415, 100, 433]
fragment-line: persoonlijk	[17, 2010, 100, 2029]
date-heading: WOENSDAG 26 NOVEMBER	[1316, 1564, 1439, 1575]
date-heading: ZONDAG 23 NOVEMBER	[962, 804, 1071, 816]
service-entry: Gouda (Calvijn) 7.30 u. ds Kok; 's-Gravenhage (Z. Binnensingel 217) 8 u. ds Kruithof; 's-Gravenhage (Dagueerrestr. 175) 8 u. dhr Rustige; Linschoten (Rietwerf) 7 u. ds Middelkoop.	[1198, 1630, 1557, 1667]
